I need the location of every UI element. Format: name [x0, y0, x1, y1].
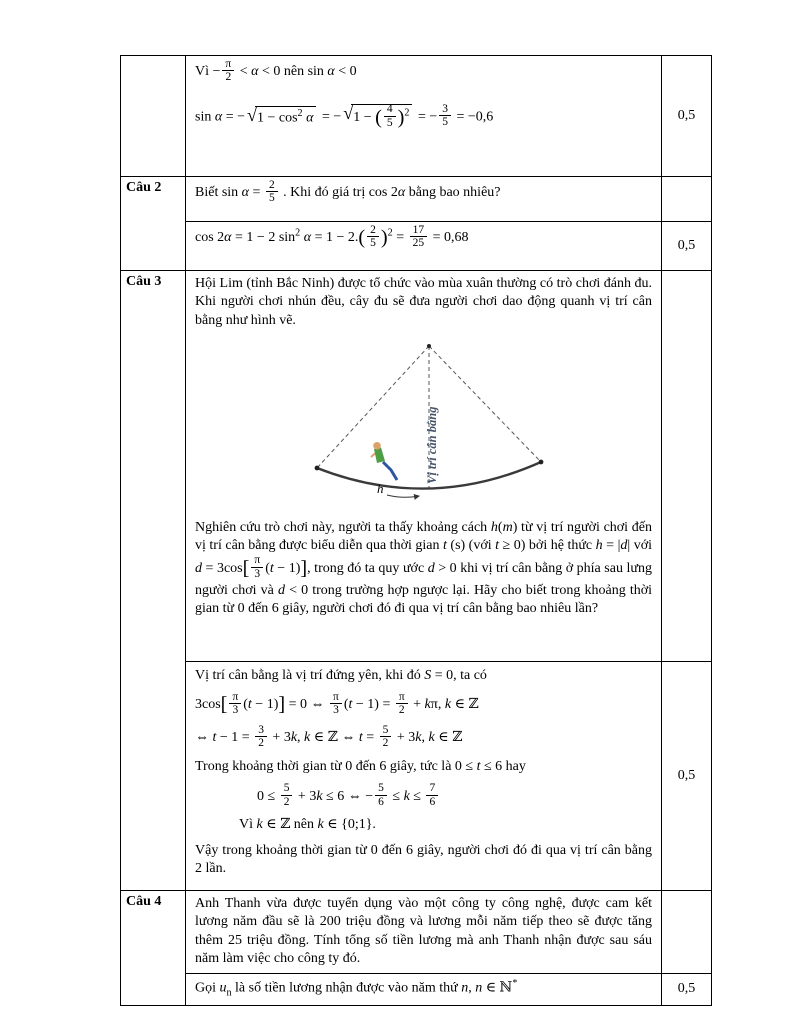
row-cau1-partial [121, 56, 712, 177]
math-line: sin α = − √ $1 - \cos^2 \alpha$ = − √ 1 − ( $\frac{4}{5}$ )$^2$ = − $\frac{3}{5}$ = −0,6 [195, 102, 494, 129]
cau3-label-cell: Câu 3 [121, 271, 186, 891]
solution-line: Vì k ∈ ℤ nên k ∈ {0;1}. [239, 817, 376, 833]
answer-key-table [120, 55, 712, 1006]
cau1-label-cell-empty [121, 56, 186, 177]
solution-line: 3cos[ $\frac{\pi}{3}$ (t − 1)] = 0 ⇔ $\frac{\pi}{3}$ (t − 1) = $\frac{\pi}{2}$ + kπ, k ∈ ℤ [195, 691, 479, 717]
left-dashed-edge [317, 346, 429, 468]
score-cell: 0,5 [662, 56, 712, 177]
cau4-solution-cell: Gọi $u_n$ là số tiền lương nhận được vào năm thứ n, n ∈ ℕ* [186, 973, 662, 1005]
person-figure [371, 442, 397, 480]
cau3-problem-paragraph: Nghiên cứu trò chơi này, người ta thấy khoảng cách h(m) từ vị trí người chơi đến vị trí cân bằng được biểu diễn qua thời gian t (s) (với t ≥ 0) bởi hệ thức h = |d| với d = 3cos[ $\frac{\pi}{3}$ (t − 1)], trong đó ta quy ước d > 0 khi vị trí cân bằng ở phía sau lưng người chơi và d < 0 trong trường hợp ngược lại. Hãy cho biết trong khoảng thời gian từ 0 đến 6 giây, người chơi đó đi qua vị trí cân bằng bao nhiêu lần? [195, 519, 652, 617]
cau2-label-cell: Câu 2 [121, 177, 186, 271]
solution-line: Trong khoảng thời gian từ 0 đến 6 giây, tức là 0 ≤ t ≤ 6 hay [195, 759, 526, 775]
score-cell: 0,5 [662, 222, 712, 271]
cau4-question-cell [186, 891, 662, 974]
math-line: Vì − $\frac{\pi}{2}$ < α < 0 nên sin α < 0 [195, 57, 357, 84]
h-label: h [376, 481, 383, 497]
swing-diagram [269, 336, 579, 508]
row-cau2-question [121, 177, 712, 222]
swing-figure [195, 336, 652, 514]
row-cau3-solution [121, 662, 712, 891]
score-cell-empty [662, 891, 712, 974]
row-cau4-question [121, 891, 712, 974]
row-cau2-solution [121, 222, 712, 271]
solution-line: Vị trí cân bằng là vị trí đứng yên, khi đó S = 0, ta có [195, 668, 487, 683]
person-torso [374, 448, 385, 464]
person-legs [383, 462, 397, 480]
row-cau4-solution [121, 973, 712, 1005]
solution-line: 0 ≤ $\frac{5}{2}$ + 3k ≤ 6 ⇔ − $\frac{5}{6}$ ≤ k ≤ $\frac{7}{6}$ [257, 784, 652, 810]
arc-right-end-dot [538, 460, 543, 465]
score-cell-empty [662, 177, 712, 222]
solution-line: ⇔ t − 1 = $\frac{3}{2}$ + 3k, k ∈ ℤ ⇔ t = $\frac{5}{2}$ + 3k, k ∈ ℤ [195, 723, 463, 750]
cau4-label-cell: Câu 4 [121, 891, 186, 1006]
cau3-question-cell [186, 271, 662, 662]
score-cell-empty [662, 271, 712, 662]
h-arrow [387, 495, 419, 497]
cau4-problem-paragraph: Anh Thanh vừa được tuyển dụng vào một công ty công nghệ, được cam kết lương năm đầu sẽ là 200 triệu đồng và lương mỗi năm tiếp theo sẽ được tăng thêm 25 triệu đồng. Tính tổng số tiền lương mà anh Thanh nhận được sau sáu năm làm việc cho công ty đó. [195, 896, 652, 967]
person-head [373, 442, 381, 450]
score-cell: 0,5 [662, 662, 712, 891]
cau2-solution-cell: cos 2α = 1 − 2 $\sin^2 \alpha = 1 - 2$.( $\frac{2}{5}$ )$^2$ = $\frac{17}{25}$ = 0,68 [186, 222, 662, 271]
cau3-intro-paragraph: Hội Lim (tỉnh Bắc Ninh) được tổ chức vào mùa xuân thường có trò chơi đánh đu. Khi người chơi nhún đều, cây đu sẽ đưa người chơi dao động quanh vị trí cân bằng như hình vẽ. [195, 276, 652, 328]
cau1-content-cell [186, 56, 662, 177]
equilibrium-axis-label: Vị trí cân bằng [424, 406, 439, 485]
score-cell: 0,5 [662, 973, 712, 1005]
cau2-question-cell: Biết sin α = $\frac{2}{5}$ . Khi đó giá trị cos 2α bằng bao nhiêu? [186, 177, 662, 222]
solution-conclusion: Vậy trong khoảng thời gian từ 0 đến 6 giây, người chơi đó đi qua vị trí cân bằng 2 lần. [195, 842, 652, 877]
cau3-solution-cell [186, 662, 662, 891]
arc-left-end-dot [314, 466, 319, 471]
pivot-dot [427, 344, 431, 348]
right-dashed-edge [429, 346, 541, 462]
row-cau3-question [121, 271, 712, 662]
